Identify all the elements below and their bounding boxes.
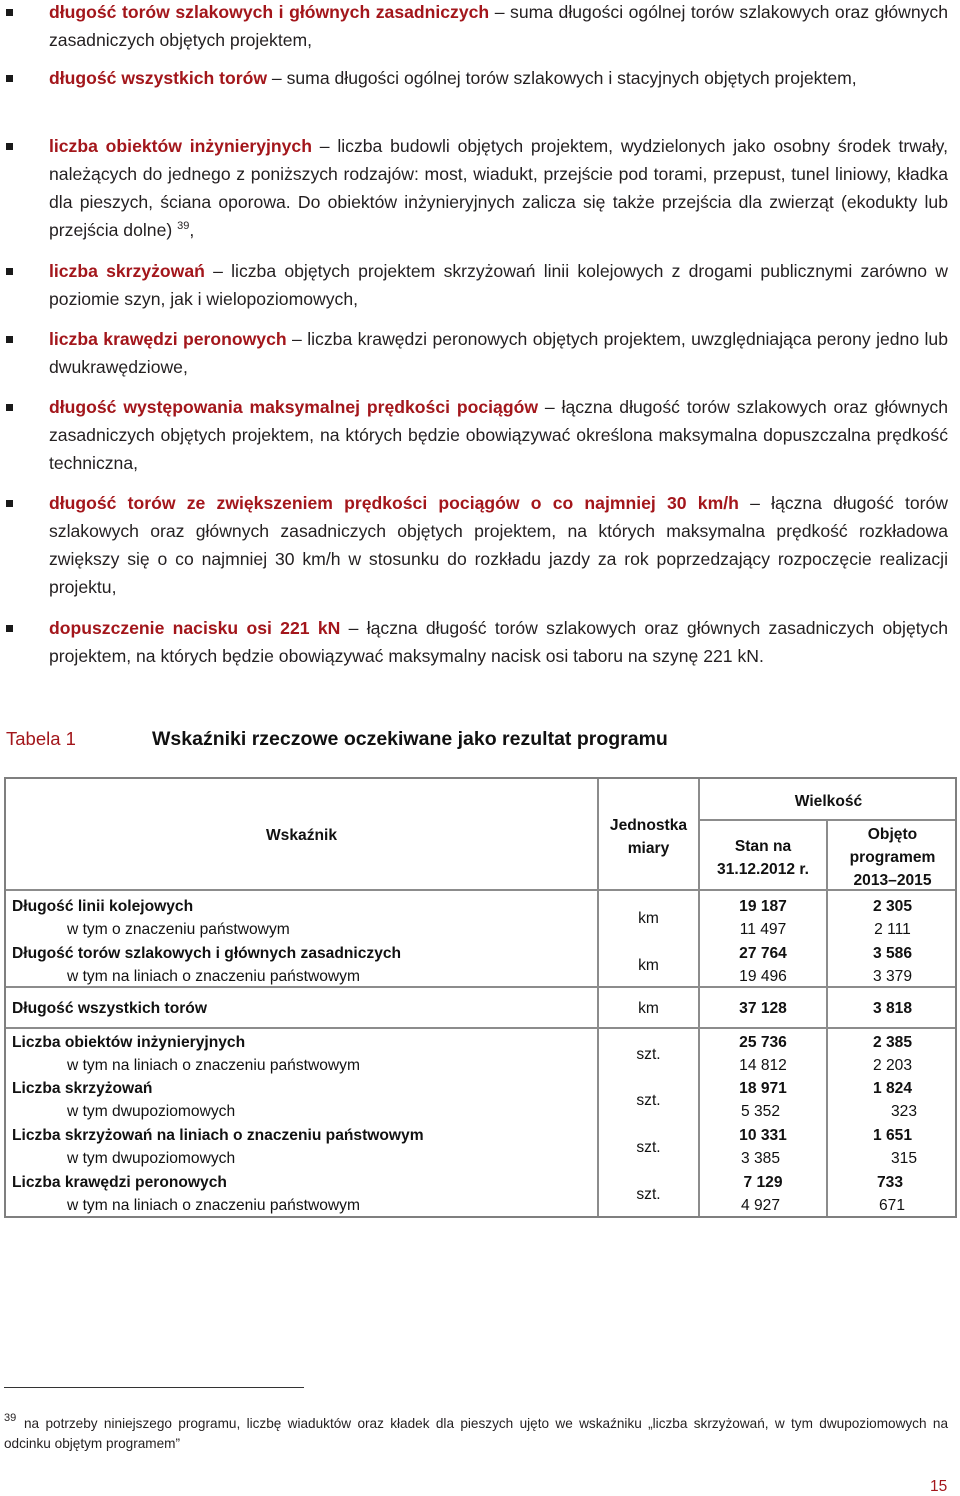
bullet-marker — [6, 75, 13, 82]
term: długość torów szlakowych i głównych zasadniczych — [49, 2, 490, 22]
definition: łączna długość torów szlakowych oraz głównych zasadniczych objętych projektem, na których maksymalna prędkość rozkładowa zwiększy się o co najmniej 30 km/h w stosunku do rozkładu jazdy za rok poprzedzający rozpoczęcie realizacji projektu, — [49, 493, 949, 597]
table-row-name: Długość linii kolejowych — [12, 898, 194, 915]
row-divider — [6, 1027, 955, 1029]
list-item — [49, 325, 948, 381]
definition: suma długości ogólnej torów szlakowych oraz głównych zasadniczych objętych projektem, — [49, 2, 948, 50]
bullet-marker — [6, 625, 13, 632]
header-unit-line2: miary — [627, 840, 670, 857]
table-row-unit: km — [638, 910, 659, 927]
table-row-state: 19 187 — [739, 898, 787, 915]
term: dopuszczenie nacisku osi 221 kN — [49, 618, 341, 638]
table-row-name: Liczba obiektów inżynieryjnych — [12, 1034, 246, 1051]
header-indicator: Wskaźnik — [265, 827, 338, 844]
term: liczba krawędzi peronowych — [49, 329, 287, 349]
list-item — [49, 132, 948, 244]
list-item — [49, 0, 948, 54]
header-magnitude: Wielkość — [794, 793, 863, 810]
table-row-unit: km — [638, 1000, 659, 1017]
table-row-state: 18 971 — [739, 1080, 787, 1097]
table-row-state-sub: 3 385 — [741, 1150, 781, 1167]
definition: liczba objętych projektem skrzyżowań linii kolejowych z drogami publicznymi zarówno w poziomie szyn, jak i wielopoziomowych, — [49, 261, 948, 309]
term: długość występowania maksymalnej prędkości pociągów — [49, 397, 538, 417]
table-number: Tabela 1 — [6, 728, 76, 749]
bullet-marker — [6, 500, 13, 507]
table-row-state-sub: 14 812 — [739, 1057, 787, 1074]
definition-tail: , — [189, 220, 195, 240]
table-row-state-sub: 5 352 — [741, 1103, 781, 1120]
bullet-marker — [6, 143, 13, 150]
table-row-prog: 3 818 — [872, 1000, 913, 1017]
table-row-sub: w tym na liniach o znaczeniu państwowym — [67, 1057, 360, 1074]
dash: – — [213, 261, 223, 281]
row-divider — [698, 819, 955, 821]
table-row-name: Długość wszystkich torów — [12, 1000, 207, 1017]
table-row-unit: szt. — [636, 1186, 661, 1203]
term: liczba obiektów inżynieryjnych — [49, 136, 312, 156]
table-row-prog: 2 305 — [872, 898, 913, 915]
table-row-state-sub: 4 927 — [741, 1197, 781, 1214]
table-row-state: 27 764 — [739, 945, 787, 962]
table-row-sub: w tym na liniach o znaczeniu państwowym — [67, 968, 360, 985]
table-row-state: 25 736 — [739, 1034, 787, 1051]
header-program-line1: Objęto — [867, 826, 918, 843]
table-row-prog: 1 651 — [872, 1127, 913, 1144]
list-item — [49, 64, 948, 92]
table-row-state: 10 331 — [739, 1127, 787, 1144]
dash: – — [319, 136, 330, 156]
footnote-rule — [4, 1387, 304, 1388]
header-state-line1: Stan na — [734, 838, 792, 855]
table-title: Wskaźniki rzeczowe oczekiwane jako rezultat programu — [152, 728, 668, 750]
table-row-state: 37 128 — [739, 1000, 787, 1017]
dash: – — [348, 618, 359, 638]
term: długość torów ze zwiększeniem prędkości pociągów o co najmniej 30 km/h — [49, 493, 739, 513]
bullet-marker — [6, 336, 13, 343]
definition: suma długości ogólnej torów szlakowych i stacyjnych objętych projektem, — [281, 68, 857, 88]
table-row-name: Długość torów szlakowych i głównych zasadniczych — [12, 945, 402, 962]
table-row-prog: 1 824 — [872, 1080, 913, 1097]
header-program-line3: 2013–2015 — [853, 872, 932, 889]
table-row-prog: 2 385 — [872, 1034, 913, 1051]
table-row-sub: w tym na liniach o znaczeniu państwowym — [67, 1197, 360, 1214]
definition: liczba budowli objętych projektem, wydzielonych jako osobny środek trwały, należących do jednego z poniższych rodzajów: most, wiadukt, przejście pod torami, przepust, tunel liniowy, kładka dla pieszych, ściana oporowa. Do obiektów inżynieryjnych zalicza się także przejścia dla zwierząt (ekodukty lub przejścia dolne) — [49, 136, 948, 240]
row-divider — [6, 889, 955, 891]
table-row-state: 7 129 — [743, 1174, 783, 1191]
footnote-text: na potrzeby niniejszego programu, liczbę wiaduktów oraz kładek dla pieszych ujęto we wskaźniku „liczba skrzyżowań, w tym dwupoziomowych na odcinku objętym programem” — [4, 1416, 948, 1451]
table-row-name: Liczba skrzyżowań — [12, 1080, 153, 1097]
table-row-unit: km — [638, 957, 659, 974]
dash: – — [544, 397, 555, 417]
footnote-number: 39 — [4, 1412, 17, 1424]
bullet-marker — [6, 404, 13, 411]
bullet-marker — [6, 9, 13, 16]
definition: łączna długość torów szlakowych oraz głównych zasadniczych objętych projektem, na których będzie obowiązywać określona maksymalna dopuszczalna prędkość techniczna, — [49, 397, 948, 473]
page-number: 15 — [930, 1478, 948, 1495]
term: długość wszystkich torów — [49, 68, 268, 88]
dash: – — [271, 68, 282, 88]
list-item — [49, 393, 948, 477]
table-row-unit: szt. — [636, 1139, 661, 1156]
indicators-table — [4, 777, 957, 1218]
definition: liczba krawędzi peronowych objętych projektem, uwzględniająca perony jedno lub dwukrawędziowe, — [49, 329, 949, 377]
definition: łączna długość torów szlakowych oraz głównych zasadniczych objętych projektem, na których będzie obowiązywać maksymalny nacisk osi taboru na szynę 221 kN. — [49, 618, 949, 666]
header-unit-line1: Jednostka — [609, 817, 688, 834]
table-row-prog-sub: 323 — [890, 1103, 917, 1120]
header-state-line2: 31.12.2012 r. — [717, 861, 809, 878]
list-item — [49, 489, 948, 601]
header-program-line2: programem — [849, 849, 936, 866]
term: liczba skrzyżowań — [49, 261, 205, 281]
table-row-prog: 733 — [877, 1174, 904, 1191]
table-row-prog-sub: 3 379 — [872, 968, 913, 985]
table-row-sub: w tym dwupoziomowych — [67, 1150, 236, 1167]
list-item — [49, 257, 948, 313]
table-row-sub: w tym o znaczeniu państwowym — [67, 921, 290, 938]
table-row-prog-sub: 2 111 — [874, 921, 911, 938]
table-row-name: Liczba skrzyżowań na liniach o znaczeniu państwowym — [12, 1127, 424, 1144]
dash: – — [292, 329, 302, 349]
dash: – — [494, 2, 505, 22]
table-row-state-sub: 11 497 — [739, 921, 787, 938]
table-row-prog-sub: 315 — [890, 1150, 917, 1167]
table-row-name: Liczba krawędzi peronowych — [12, 1174, 227, 1191]
table-row-sub: w tym dwupoziomowych — [67, 1103, 236, 1120]
bullet-marker — [6, 268, 13, 275]
table-row-prog-sub: 671 — [879, 1197, 906, 1214]
table-row-state-sub: 19 496 — [739, 968, 787, 985]
table-row-unit: szt. — [636, 1046, 661, 1063]
table-row-prog: 3 586 — [872, 945, 913, 962]
dash: – — [750, 493, 760, 513]
footnote-ref: 39 — [177, 220, 190, 232]
list-item — [49, 614, 948, 670]
table-row-prog-sub: 2 203 — [872, 1057, 913, 1074]
table-row-unit: szt. — [636, 1092, 661, 1109]
